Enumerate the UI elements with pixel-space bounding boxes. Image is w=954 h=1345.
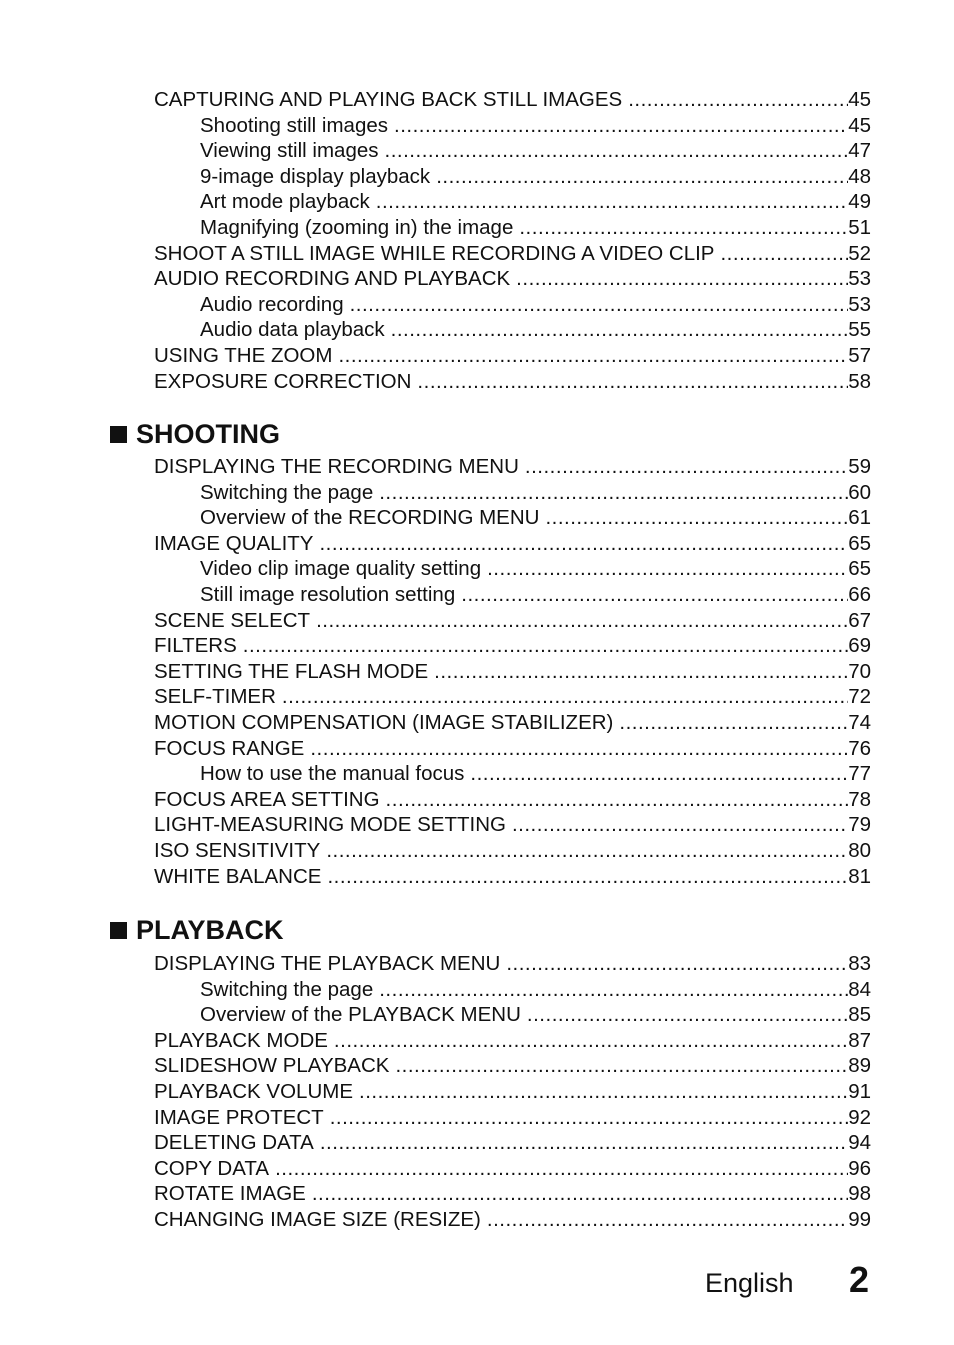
toc-entry-title: PLAYBACK MODE [154,1028,328,1052]
dot-leader [350,292,849,318]
toc-entry [154,812,871,838]
toc-entry-title: ROTATE IMAGE [154,1182,306,1206]
toc-entry [154,480,871,506]
toc-entry-page-number: 70 [848,659,871,683]
dot-leader [385,138,849,164]
toc-entry [154,736,871,762]
toc-entry-page-number: 79 [848,813,871,837]
toc-entry-title: Still image resolution setting [200,582,456,606]
dot-leader [379,977,848,1003]
toc-entry [154,317,871,343]
toc-entry [154,531,871,557]
toc-entry-title: AUDIO RECORDING AND PLAYBACK [154,267,511,291]
toc-entry-title: MOTION COMPENSATION (IMAGE STABILIZER) [154,710,614,734]
toc-entry-page-number: 65 [848,531,871,555]
dot-leader [417,369,848,395]
toc-entry-page-number: 52 [848,241,871,265]
toc-entry [154,761,871,787]
toc-entry-page-number: 76 [848,736,871,760]
toc-entry-page-number: 65 [848,557,871,581]
toc-entry [154,659,871,685]
toc-entry [154,266,871,292]
toc-entry [154,1105,871,1131]
dot-leader [516,266,848,292]
toc-entry-title: SLIDESHOW PLAYBACK [154,1054,390,1078]
toc-entry-page-number: 51 [848,215,871,239]
toc-entry-page-number: 85 [848,1003,871,1027]
dot-leader [319,531,848,557]
dot-leader [527,1002,848,1028]
toc-group-playback [154,951,871,1233]
dot-leader [310,736,848,762]
toc-entry [154,164,871,190]
toc-entry [154,787,871,813]
toc-entry-title: PLAYBACK VOLUME [154,1079,353,1103]
dot-leader [519,215,848,241]
toc-entry-title: SHOOT A STILL IMAGE WHILE RECORDING A VIDEO CLIP [154,241,715,265]
toc-entry-page-number: 47 [848,139,871,163]
toc-entry-title: Video clip image quality setting [200,557,482,581]
toc-entry [154,1207,871,1233]
toc-entry [154,1028,871,1054]
toc-entry-page-number: 80 [848,838,871,862]
black-square-icon [110,922,127,939]
toc-entry [154,710,871,736]
toc-entry-title: FOCUS AREA SETTING [154,787,380,811]
toc-entry-title: IMAGE QUALITY [154,531,314,555]
toc-entry-page-number: 45 [848,88,871,111]
toc-entry [154,505,871,531]
dot-leader [334,1028,848,1054]
toc-entry [154,1002,871,1028]
footer-page-number: 2 [849,1259,870,1300]
toc-entry-page-number: 45 [848,113,871,137]
toc-entry [154,684,871,710]
toc-entry [154,241,871,267]
toc-entry [154,838,871,864]
toc-entry-page-number: 69 [848,634,871,658]
toc-entry-title: EXPOSURE CORRECTION [154,369,412,393]
dot-leader [470,761,848,787]
toc-entry-title: COPY DATA [154,1156,270,1180]
toc-entry-page-number: 87 [848,1028,871,1052]
dot-leader [243,633,848,659]
toc-entry [154,369,871,395]
dot-leader [275,1156,848,1182]
toc-entry [154,454,871,480]
dot-leader [376,189,848,215]
toc-entry-page-number: 94 [848,1131,871,1155]
toc-entry-title: DISPLAYING THE RECORDING MENU [154,455,519,478]
dot-leader [619,710,848,736]
toc-entry-page-number: 49 [848,190,871,214]
dot-leader [391,317,849,343]
dot-leader [338,343,848,369]
toc-entry-title: Switching the page [200,977,374,1001]
section-heading-label: SHOOTING [136,419,281,449]
dot-leader [487,1207,848,1233]
dot-leader [436,164,848,190]
toc-entry [154,189,871,215]
section-heading-label: PLAYBACK [136,915,284,945]
toc-entry-title: FILTERS [154,634,237,658]
dot-leader [394,113,848,139]
toc-entry-title: 9-image display playback [200,164,431,188]
toc-entry [154,1156,871,1182]
toc-entry [154,582,871,608]
toc-entry-page-number: 98 [848,1182,871,1206]
toc-entry [154,1181,871,1207]
toc-entry [154,1130,871,1156]
toc-entry-title: IMAGE PROTECT [154,1105,324,1129]
toc-entry-page-number: 74 [848,710,871,734]
toc-group-top [154,87,871,394]
toc-entry-title: FOCUS RANGE [154,736,305,760]
toc-entry-page-number: 58 [848,369,871,393]
toc-entry-title: ISO SENSITIVITY [154,838,321,862]
toc-group-shooting [154,454,871,889]
toc-entry-title: CAPTURING AND PLAYING BACK STILL IMAGES [154,88,623,111]
dot-leader [326,838,848,864]
dot-leader [461,582,848,608]
dot-leader [487,556,848,582]
toc-entry-page-number: 55 [848,318,871,342]
toc-entry-page-number: 77 [848,762,871,786]
toc-entry-page-number: 57 [848,343,871,367]
toc-entry-title: DELETING DATA [154,1131,314,1155]
toc-entry-page-number: 61 [848,506,871,530]
toc-entry-page-number: 72 [848,685,871,709]
toc-entry-page-number: 53 [848,267,871,291]
toc-entry-page-number: 81 [848,864,871,888]
toc-entry-page-number: 59 [848,455,871,478]
dot-leader [312,1181,848,1207]
section-heading-playback [110,914,284,946]
toc-entry [154,556,871,582]
toc-entry-title: Art mode playback [200,190,370,214]
toc-entry-page-number: 60 [848,480,871,504]
dot-leader [320,1130,848,1156]
dot-leader [327,864,848,890]
toc-entry-title: Overview of the PLAYBACK MENU [200,1003,521,1027]
dot-leader [395,1053,848,1079]
dot-leader [525,454,848,480]
toc-entry-page-number: 53 [848,292,871,316]
dot-leader [545,505,848,531]
toc-entry-page-number: 96 [848,1156,871,1180]
toc-entry [154,864,871,890]
toc-entry [154,138,871,164]
toc-entry [154,1079,871,1105]
toc-entry-title: WHITE BALANCE [154,864,322,888]
toc-entry [154,977,871,1003]
toc-entry-page-number: 78 [848,787,871,811]
toc-entry-title: Overview of the RECORDING MENU [200,506,540,530]
dot-leader [628,87,848,113]
toc-entry-title: Viewing still images [200,139,379,163]
toc-entry-title: CHANGING IMAGE SIZE (RESIZE) [154,1207,481,1231]
dot-leader [506,951,848,977]
section-heading-shooting [110,418,280,450]
dot-leader [316,608,848,634]
toc-entry-page-number: 84 [848,977,871,1001]
toc-entry-title: Switching the page [200,480,374,504]
toc-entry-title: SCENE SELECT [154,608,311,632]
toc-entry-title: SELF-TIMER [154,685,276,709]
dot-leader [512,812,848,838]
toc-entry-page-number: 89 [848,1054,871,1078]
black-square-icon [110,426,127,443]
toc-entry [154,1053,871,1079]
dot-leader [379,480,848,506]
toc-entry [154,113,871,139]
toc-entry [154,951,871,977]
toc-entry [154,215,871,241]
toc-entry-title: Audio recording [200,292,344,316]
toc-entry-title: SETTING THE FLASH MODE [154,659,429,683]
toc-entry [154,343,871,369]
toc-entry [154,292,871,318]
toc-entry-title: USING THE ZOOM [154,343,333,367]
toc-entry-page-number: 91 [848,1079,871,1103]
dot-leader [386,787,849,813]
toc-entry [154,608,871,634]
toc-entry-page-number: 99 [848,1207,871,1231]
toc-entry-title: Audio data playback [200,318,385,342]
toc-entry-page-number: 92 [848,1105,871,1129]
toc-entry-page-number: 66 [848,582,871,606]
dot-leader [434,659,848,685]
toc-entry-title: Shooting still images [200,113,389,137]
dot-leader [330,1105,848,1131]
dot-leader [720,241,848,267]
toc-entry-page-number: 48 [848,164,871,188]
toc-entry-title: LIGHT-MEASURING MODE SETTING [154,813,506,837]
toc-entry-title: Magnifying (zooming in) the image [200,215,514,239]
toc-entry-title: DISPLAYING THE PLAYBACK MENU [154,952,501,975]
dot-leader [282,684,848,710]
toc-entry-title: How to use the manual focus [200,762,465,786]
toc-entry [154,633,871,659]
toc-entry-page-number: 67 [848,608,871,632]
dot-leader [359,1079,848,1105]
toc-entry-page-number: 83 [848,952,871,975]
footer-language: English [705,1268,794,1298]
toc-entry [154,87,871,113]
